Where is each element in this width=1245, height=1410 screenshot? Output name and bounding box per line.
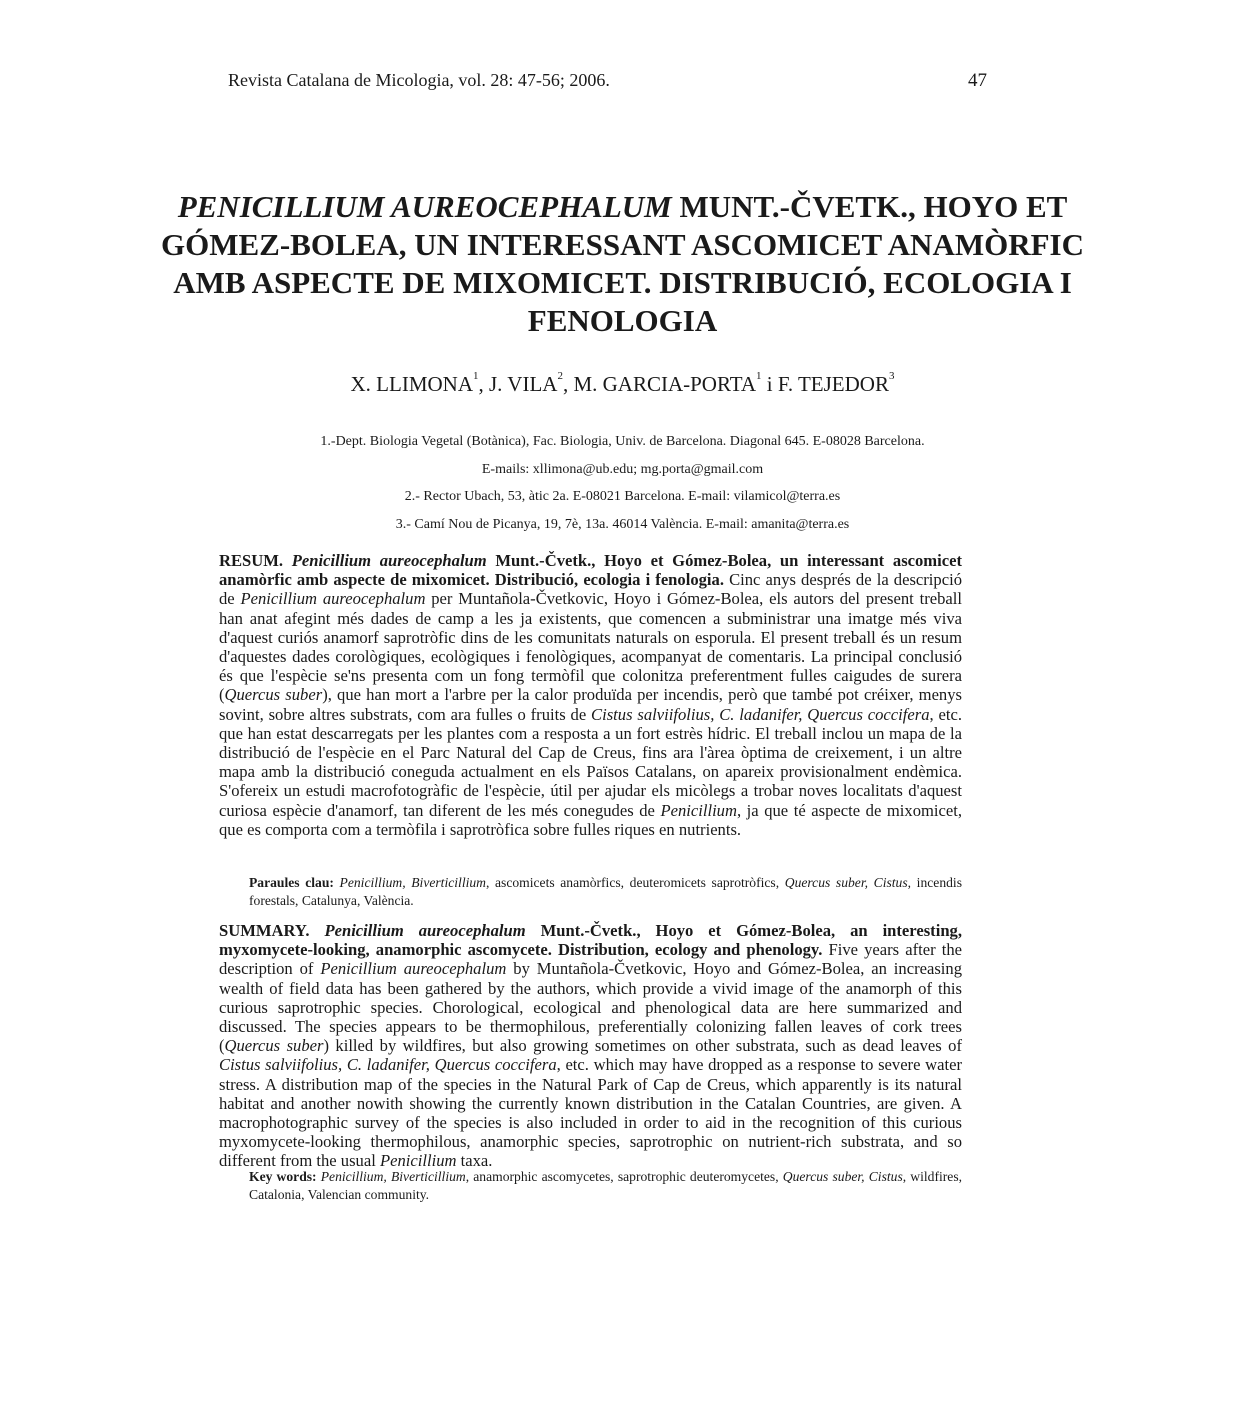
author-name: i F. TEJEDOR: [761, 372, 889, 396]
resum-italic: Quercus suber: [224, 685, 323, 705]
keywords-italic: Quercus suber, Cistus: [782, 1169, 903, 1184]
summary-lead-species: Penicillium aureocephalum: [324, 921, 526, 940]
summary-text: , etc. which may have dropped as a response to severe water stress. A distribution map of the species in the Natural Park of Cap de Creus, which apparently is its natural habitat and another nowith showing the currently known distribution in the Catalan Countries, are given. A macrophotographic survey of the species is also included in order to aid in the recognition of this curious myxomycete-looking thermophilous, anamorphic species, saprotrophic on nutrient-rich substrata, and so different from the usual: [219, 1055, 962, 1171]
summary-italic: Penicillium: [379, 1151, 457, 1171]
affiliation-line: 1.-Dept. Biologia Vegetal (Botànica), Fac. Biologia, Univ. de Barcelona. Diagonal 645. E-08028 Barcelona.: [320, 434, 925, 449]
summary-italic: Quercus suber: [224, 1036, 324, 1056]
affiliation-line: 2.- Rector Ubach, 53, àtic 2a. E-08021 Barcelona. E-mail: vilamicol@terra.es: [404, 489, 841, 504]
resum-text: ), que han mort a l'arbre per la calor produïda per incendis, però que també pot créixer, menys sovint, sobre altres substrats, com ara fulles o fruits de: [219, 685, 962, 724]
affiliation-mark: 3: [888, 370, 895, 382]
affiliations: [150, 428, 1095, 538]
summary-italic: Penicillium aureocephalum: [320, 959, 507, 979]
summary-text: ) killed by wildfires, but also growing sometimes on other substrata, such as dead leaves of: [323, 1036, 962, 1056]
summary-text: taxa.: [456, 1151, 493, 1171]
affiliation-mark: 2: [557, 370, 563, 382]
summary-abstract: [219, 921, 962, 1171]
keywords-italic: Quercus suber, Cistus: [784, 875, 908, 890]
resum-keywords: [249, 874, 962, 909]
summary-lead-title: Munt.-Čvetk., Hoyo et Gómez-Bolea, an interesting, myxomycete-looking, anamorphic ascomycete. Distribution, ecology and phenology.: [219, 921, 962, 960]
keywords-text: , wildfires, Catalonia, Valencian community.: [249, 1169, 963, 1202]
resum-text: Cinc anys després de la descripció de: [219, 570, 962, 609]
keywords-label: Paraules clau:: [249, 875, 334, 890]
summary-label: SUMMARY.: [219, 921, 310, 940]
summary-italic: Cistus salviifolius, C. ladanifer, Quercus coccifera: [219, 1055, 557, 1075]
summary-text: Five years after the description of: [219, 940, 962, 979]
resum-abstract: [219, 551, 962, 839]
resum-italic: Penicillium: [660, 800, 737, 820]
title-species-name: PENICILLIUM AUREOCEPHALUM: [177, 189, 672, 224]
affiliation-mark: 1: [473, 370, 479, 382]
keywords-text: , ascomicets anamòrfics, deuteromicets saprotròfics,: [485, 875, 785, 890]
keywords-italic: Penicillium, Biverticillium: [339, 875, 486, 890]
resum-text: , ja que té aspecte de mixomicet, que es comporta com a termòfila i saprotròfica sobre fulles riques en nutrients.: [219, 800, 962, 839]
author-name: , J. VILA: [478, 372, 558, 396]
summary-text: by Muntañola-Čvetkovic, Hoyo and Gómez-Bolea, an increasing wealth of field data has been gathered by the authors, which provide a vivid image of the anamorph of this curious saprotrophic species. Chorological, ecological and phenological data are here summarized and discussed. The species appears to be thermophilous, preferentially colonizing fallen leaves of cork trees (: [219, 959, 963, 1056]
author-name: , M. GARCIA-PORTA: [562, 372, 757, 396]
affiliation-line: E-mails: xllimona@ub.edu; mg.porta@gmail.com: [481, 461, 764, 477]
keywords-italic: Penicillium, Biverticillium: [320, 1169, 466, 1184]
resum-lead-title: Munt.-Čvetk., Hoyo et Gómez-Bolea, un interessant ascomicet anamòrfic amb aspecte de mixomicet. Distribució, ecologia i fenologia.: [219, 551, 962, 590]
article-title: [150, 188, 1095, 340]
affiliation-line: 3.- Camí Nou de Picanya, 19, 7è, 13a. 46014 València. E-mail: amanita@terra.es: [395, 516, 850, 532]
title-rest: MUNT.-ČVETK., HOYO ET GÓMEZ-BOLEA, UN INTERESSANT ASCOMICET ANAMÒRFIC AMB ASPECTE DE MIXOMICET. DISTRIBUCIÓ, ECOLOGIA I FENOLOGIA: [161, 189, 1084, 338]
keywords-text: , incendis forestals, Catalunya, València.: [249, 875, 962, 908]
resum-label: RESUM.: [219, 551, 284, 570]
resum-italic: Cistus salviifolius, C. ladanifer, Quercus coccifera: [591, 704, 930, 724]
journal-citation: Revista Catalana de Micologia, vol. 28: 47-56; 2006.: [228, 70, 610, 90]
keywords-text: , anamorphic ascomycetes, saprotrophic deuteromycetes,: [465, 1169, 783, 1184]
resum-text: , etc. que han estat descarregats per les plantes com a resposta a un fort estrès hídric. El treball inclou un mapa de la distribució de l'espècie en el Parc Natural del Cap de Creus, fins ara l'àrea òptima de creixement, i un altre mapa amb la distribució coneguda actualment en els Països Catalans, on apareix provisionalment endèmica. S'ofereix un estudi macrofotogràfic de l'espècie, útil per ajudar els micòlegs a trobar noves localitats d'aquest curiosa espècie d'anamorf, tan diferent de les més conegudes de: [219, 704, 963, 820]
resum-text: per Muntañola-Čvetkovic, Hoyo i Gómez-Bolea, els autors del present treball han anat afegint més dades de camp a les ja existents, que comencen a subministrar una imatge més viva d'aquest curiós anamorf saprotròfic dins de les comunitats naturals on esporula. El present treball és un resum d'aquestes dades corològiques, ecològiques i fenològiques, acompanyat de comentaris. La principal conclusió és que l'espècie se'ns presenta com un fong termòfil que colonitza preferentment fulles caigudes de surera (: [219, 589, 962, 705]
affiliation-mark: 1: [756, 370, 762, 382]
resum-italic: Penicillium aureocephalum: [240, 589, 426, 609]
keywords-label: Key words:: [249, 1169, 317, 1184]
resum-lead-species: Penicillium aureocephalum: [291, 551, 487, 570]
author-list: [150, 372, 1095, 397]
summary-keywords: [249, 1168, 962, 1203]
author-name: X. LLIMONA: [350, 372, 473, 396]
running-head: [228, 70, 987, 94]
page-number: 47: [968, 70, 987, 91]
